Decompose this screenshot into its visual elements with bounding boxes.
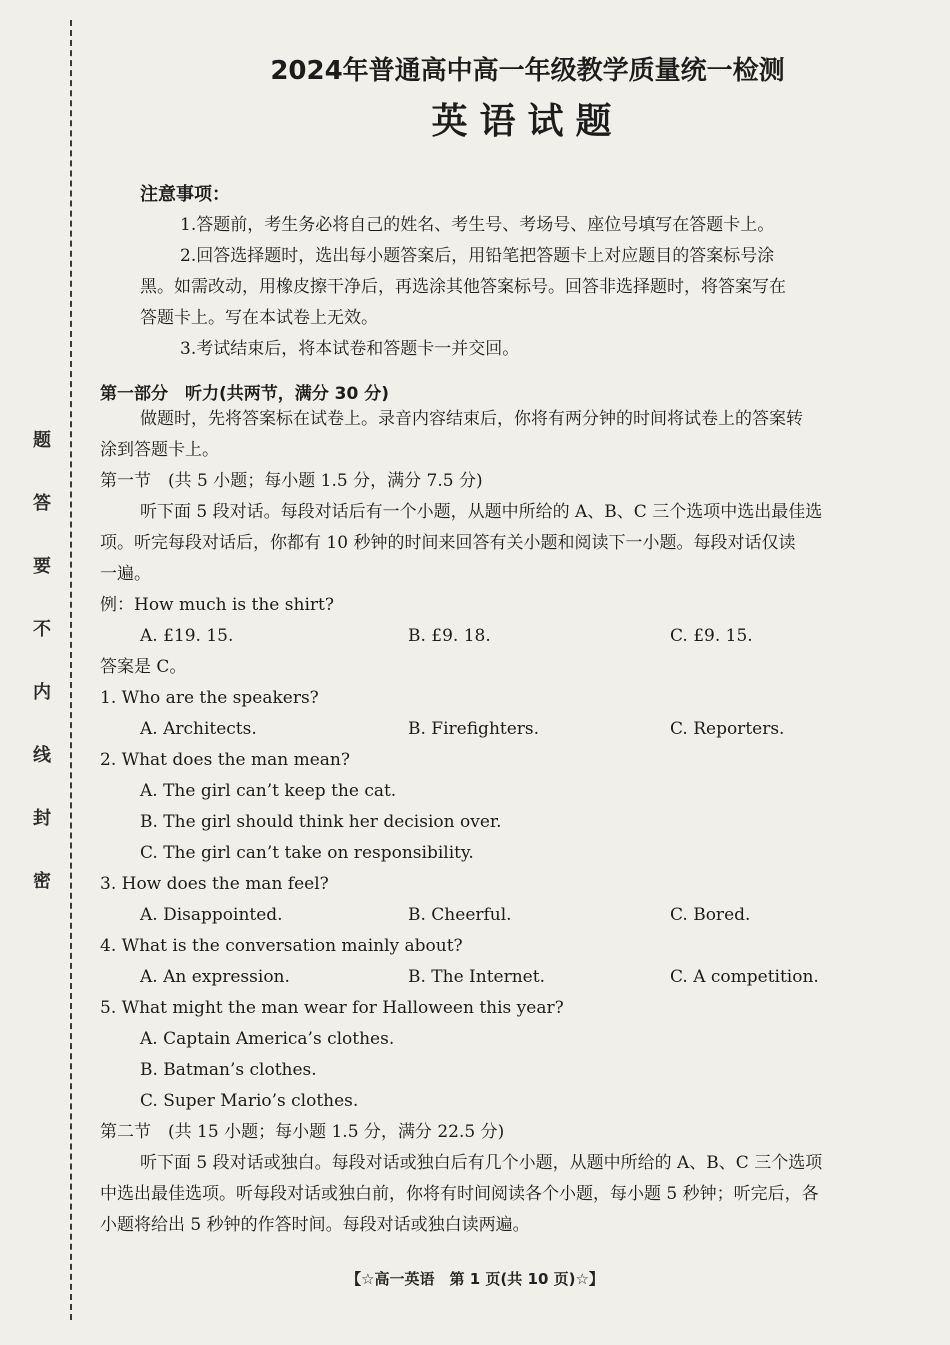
example-answer: 答案是 C。 <box>100 657 187 677</box>
notice-item: 3.考试结束后，将本试卷和答题卡一并交回。 <box>180 339 520 359</box>
section2-heading: 第二节 (共 15 小题；每小题 1.5 分，满分 22.5 分) <box>100 1122 505 1142</box>
binding-char: 密 <box>33 871 51 892</box>
section1-instructions: 项。听完每段对话后，你都有 10 秒钟的时间来回答有关小题和阅读下一小题。每段对话仅读 <box>100 533 796 553</box>
subject-title: 英语试题 <box>431 101 624 142</box>
section1-instructions: 一遍。 <box>100 564 151 584</box>
notice-item: 1.答题前，考生务必将自己的姓名、考生号、考场号、座位号填写在答题卡上。 <box>180 215 775 235</box>
option-b: B. The girl should think her decision over. <box>140 812 502 832</box>
binding-char: 不 <box>33 619 51 640</box>
option-b: B. £9. 18. <box>408 626 491 646</box>
option-b: B. The Internet. <box>408 967 545 987</box>
option-b: B. Batman’s clothes. <box>140 1060 317 1080</box>
notice-item: 黑。如需改动，用橡皮擦干净后，再选涂其他答案标号。回答非选择题时，将答案写在 <box>140 277 786 297</box>
section1-instructions: 听下面 5 段对话。每段对话后有一个小题，从题中所给的 A、B、C 三个选项中选出最佳选 <box>140 502 823 522</box>
section1-heading: 第一节 (共 5 小题；每小题 1.5 分，满分 7.5 分) <box>100 471 483 491</box>
option-a: A. The girl can’t keep the cat. <box>140 781 397 801</box>
option-a: A. Disappointed. <box>140 905 283 925</box>
part1-intro: 涂到答题卡上。 <box>100 440 219 460</box>
option-c: C. A competition. <box>670 967 819 987</box>
part1-intro: 做题时，先将答案标在试卷上。录音内容结束后，你将有两分钟的时间将试卷上的答案转 <box>140 409 803 429</box>
binding-dashed-line <box>70 20 72 1320</box>
question-4: 4. What is the conversation mainly about? <box>100 936 463 956</box>
section2-instructions: 听下面 5 段对话或独白。每段对话或独白后有几个小题，从题中所给的 A、B、C 三个选项 <box>140 1153 823 1173</box>
option-a: A. £19. 15. <box>140 626 234 646</box>
binding-char: 内 <box>33 682 51 703</box>
question-1-options <box>100 714 915 745</box>
question-3-options <box>100 900 915 931</box>
option-b: B. Firefighters. <box>408 719 540 739</box>
question-3: 3. How does the man feel? <box>100 874 329 894</box>
binding-char: 要 <box>33 556 51 577</box>
section2-instructions: 小题将给出 5 秒钟的作答时间。每段对话或独白读两遍。 <box>100 1215 530 1235</box>
option-a: A. An expression. <box>140 967 290 987</box>
section2-instructions: 中选出最佳选项。听每段对话或独白前，你将有时间阅读各个小题，每小题 5 秒钟；听完后，各 <box>100 1184 819 1204</box>
binding-margin-text <box>26 430 58 934</box>
question-2: 2. What does the man mean? <box>100 750 350 770</box>
option-c: C. £9. 15. <box>670 626 753 646</box>
option-c: C. Bored. <box>670 905 751 925</box>
part1-heading: 第一部分 听力(共两节，满分 30 分) <box>100 384 390 404</box>
question-5: 5. What might the man wear for Halloween this year? <box>100 998 564 1018</box>
option-a: A. Captain America’s clothes. <box>140 1029 395 1049</box>
example-options <box>100 621 915 652</box>
binding-char: 题 <box>33 430 51 451</box>
notice-section <box>100 180 915 365</box>
option-b: B. Cheerful. <box>408 905 512 925</box>
page-footer: 【☆高一英语 第 1 页(共 10 页)☆】 <box>346 1270 604 1288</box>
notice-item: 2.回答选择题时，选出每小题答案后，用铅笔把答题卡上对应题目的答案标号涂 <box>180 246 775 266</box>
option-c: C. Reporters. <box>670 719 785 739</box>
option-a: A. Architects. <box>140 719 257 739</box>
option-c: C. The girl can’t take on responsibility. <box>140 843 474 863</box>
question-1: 1. Who are the speakers? <box>100 688 319 708</box>
option-c: C. Super Mario’s clothes. <box>140 1091 359 1111</box>
binding-char: 答 <box>33 493 51 514</box>
question-4-options <box>100 962 915 993</box>
example-question: 例：How much is the shirt? <box>100 595 334 615</box>
binding-char: 线 <box>33 745 51 766</box>
exam-title: 2024年普通高中高一年级教学质量统一检测 <box>270 56 785 86</box>
notice-heading: 注意事项： <box>140 184 230 205</box>
binding-char: 封 <box>33 808 51 829</box>
notice-item: 答题卡上。写在本试卷上无效。 <box>140 308 378 328</box>
exam-content <box>100 50 915 1241</box>
